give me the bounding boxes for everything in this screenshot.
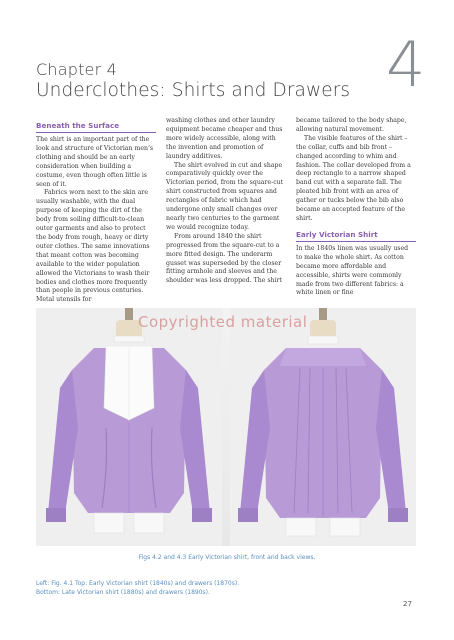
paragraph: became tailored to the body shape, allowing natural movement. (296, 117, 407, 133)
figure-credits (36, 579, 239, 597)
figure-photos (36, 308, 416, 546)
copyright-watermark: Copyrighted material (138, 313, 308, 331)
text-column-2 (166, 117, 286, 286)
text-column-1 (36, 117, 156, 305)
shirt-back-illustration (230, 308, 416, 546)
credit-line-2: Bottom: Late Victorian shirt (1880s) and drawers (1890s). (36, 589, 210, 596)
text-column-3 (296, 117, 416, 298)
shirt-front-photo (36, 308, 222, 546)
paragraph: The shirt is an important part of the look and structure of Victorian men’s clothing and should be an early consideration when building a costume, even though often little is seen of it. (36, 136, 154, 188)
paragraph: The visible features of the shirt – the collar, cuffs and bib front – changed according to whim and fashion. The collar developed from a deep rectangle to a narrow shaped band cut with a separate fall. The pleated bib front with an area of gather or tucks below the bib also became an accepted feature of the shirt. (296, 134, 411, 222)
chapter-number: 4 (386, 28, 426, 101)
section-heading-beneath: Beneath the Surface (36, 121, 156, 133)
shirt-back-photo (230, 308, 416, 546)
figure-caption: Figs 4.2 and 4.3 Early Victorian shirt, front and back views. (138, 554, 316, 561)
paragraph: In the 1840s linen was usually used to make the whole shirt. As cotton became more affordable and accessible, shirts were commonly made from two different fabrics: a white linen or fine (296, 244, 409, 297)
page-number: 27 (403, 600, 412, 608)
chapter-label: Chapter 4 (36, 60, 118, 79)
paragraph: From around 1840 the shirt progressed from the square-cut to a more fitted design. The underarm gusset was superseded by the closer fitting armhole and sleeves and the shoulder was less dropped. The shirt (166, 232, 282, 285)
chapter-title: Underclothes: Shirts and Drawers (36, 80, 351, 101)
paragraph: washing clothes and other laundry equipment became cheaper and thus more widely accessible, along with the invention and promotion of laundry additives. (166, 117, 283, 160)
paragraph: Fabrics worn next to the skin are usually washable, with the dual purpose of keeping the dirt of the body from soiling difficult-to-clean outer garments and also to protect the body from rough, heavy or dirty outer clothes. The same innovations that meant cotton was becoming available to the wider population allowed the Victorians to wash their bodies and clothes more frequently than people in previous centuries. Metal utensils for (36, 189, 150, 304)
section-heading-early: Early Victorian Shirt (296, 230, 416, 242)
paragraph: The shirt evolved in cut and shape comparatively quickly over the Victorian period, from the square-cut shirt constructed from squares and rectangles of fabric which had undergone only small changes over nearly two centuries to the garment we would recognize today. (166, 161, 284, 231)
credit-line-1: Left: Fig. 4.1 Top: Early Victorian shirt (1840s) and drawers (1870s). (36, 580, 240, 587)
shirt-front-illustration (36, 308, 222, 546)
